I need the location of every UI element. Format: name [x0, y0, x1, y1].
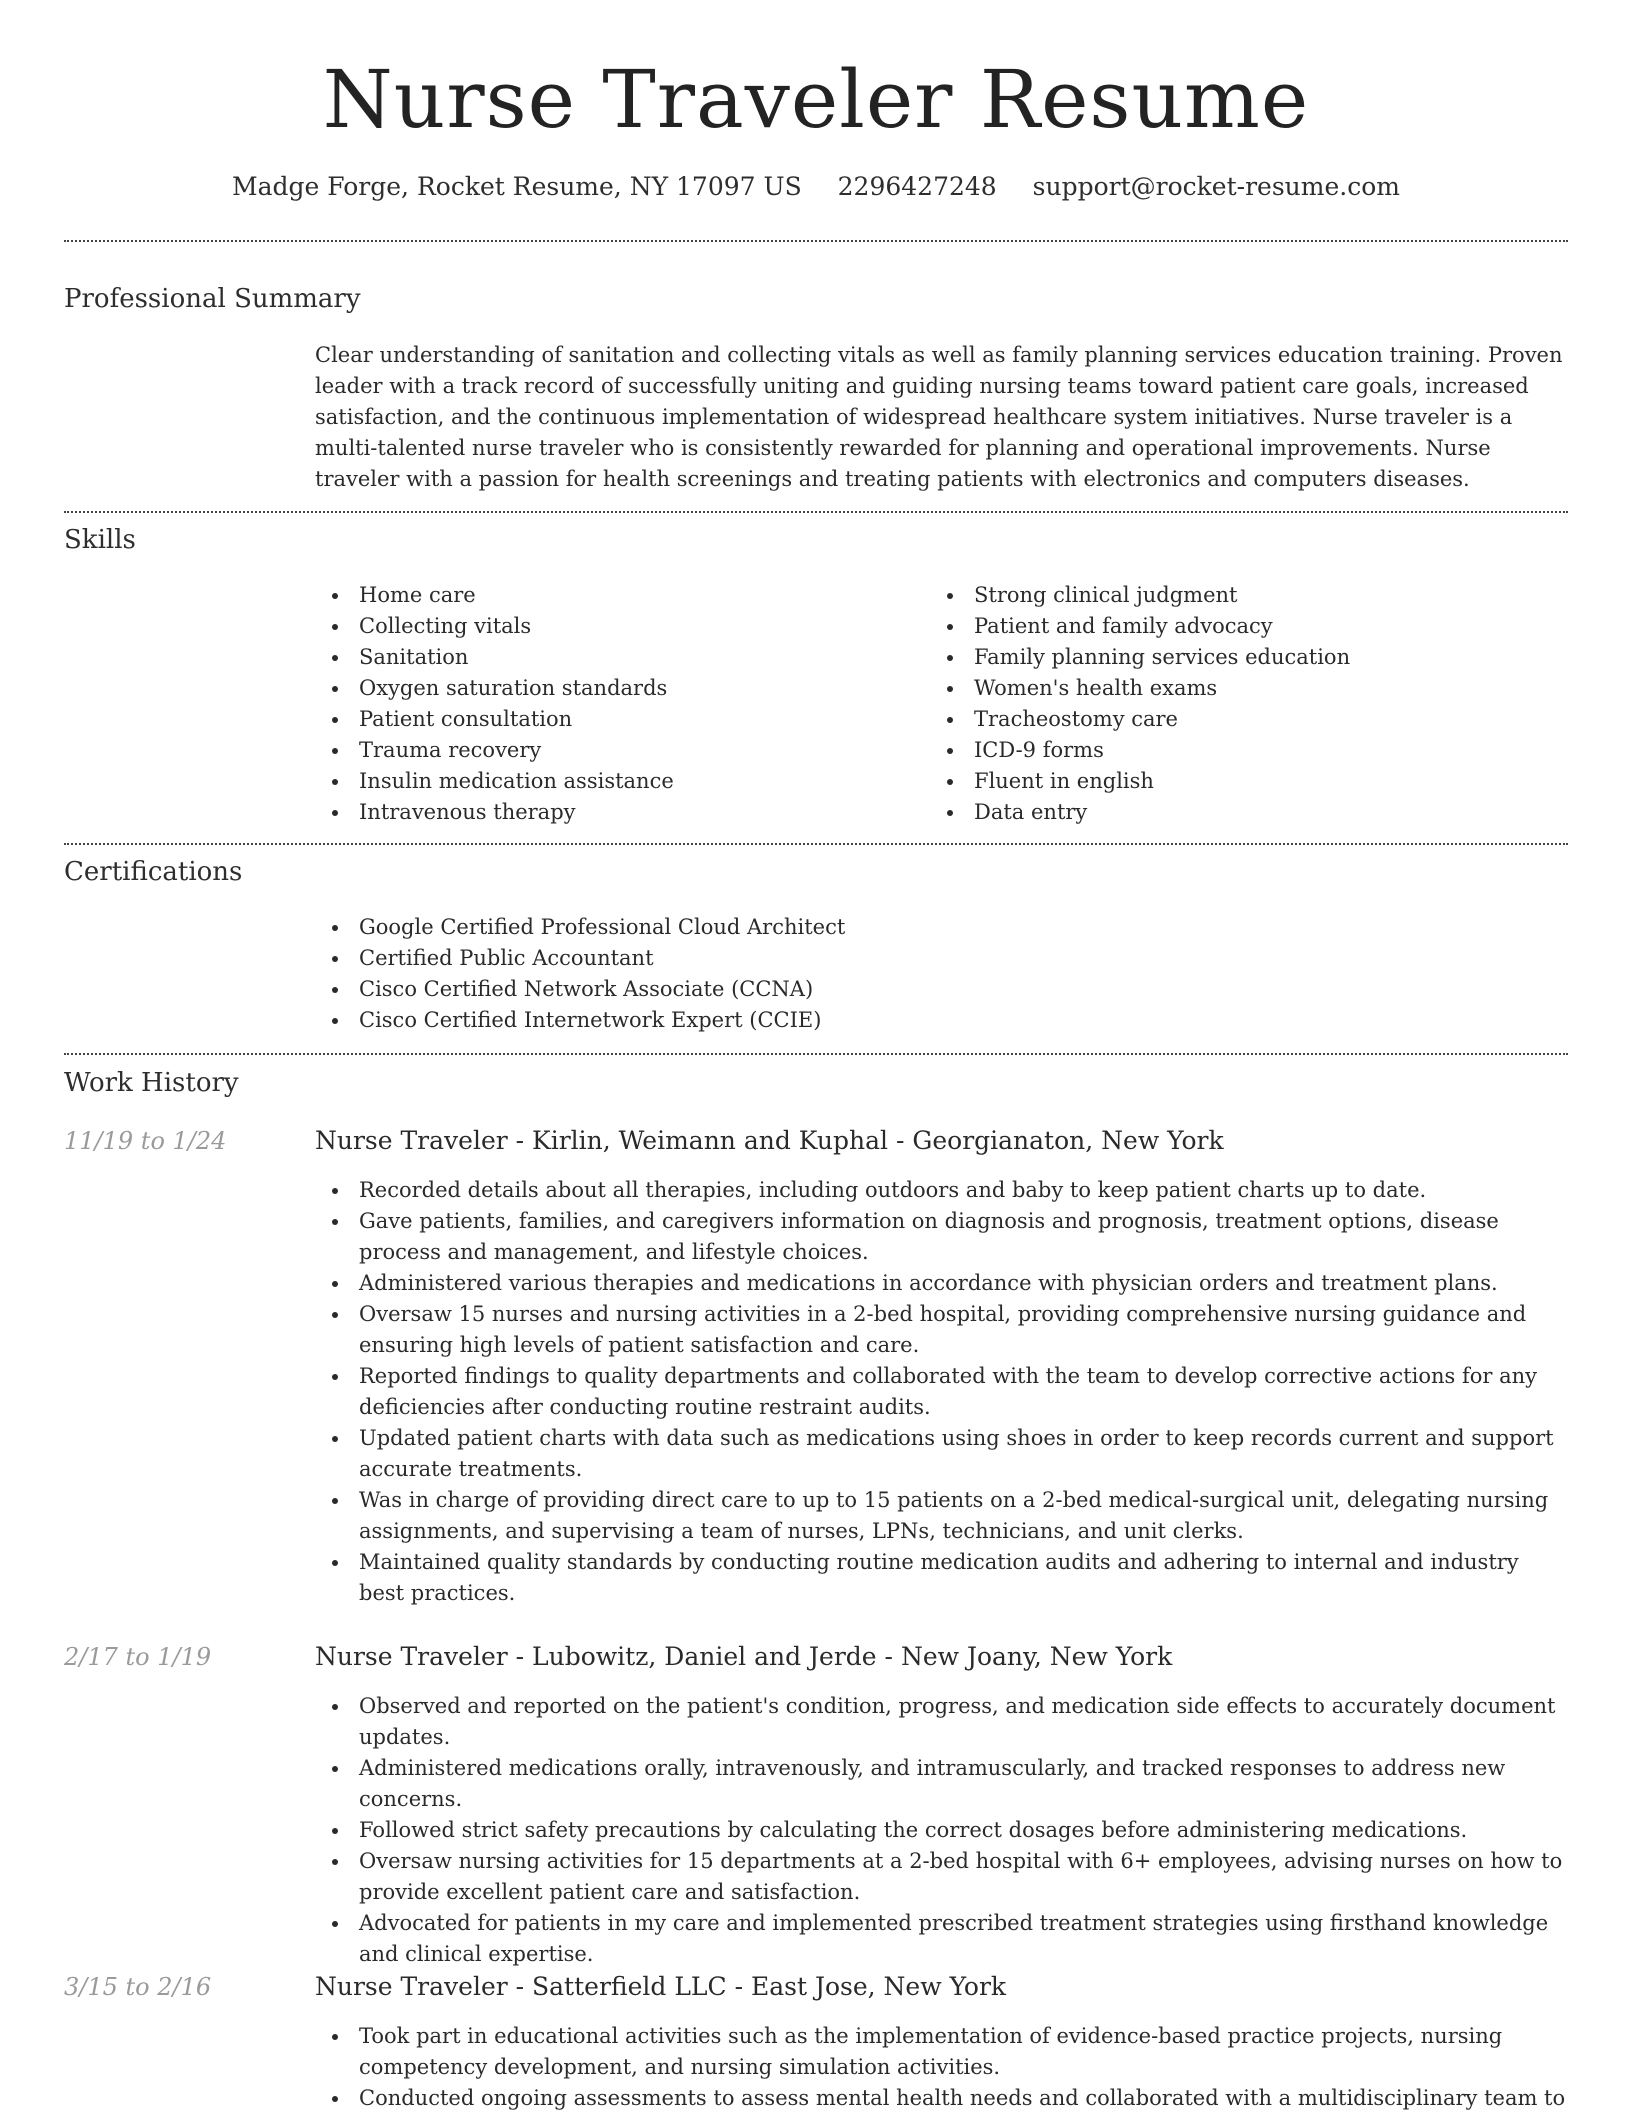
skills-list-right [930, 580, 1568, 828]
job-title: Nurse Traveler - Kirlin, Weimann and Kuphal - Georgianaton, New York [315, 1126, 1224, 1155]
list-item: Patient consultation [315, 704, 930, 735]
list-item: Data entry [930, 797, 1568, 828]
list-item: Intravenous therapy [315, 797, 930, 828]
resume-title: Nurse Traveler Resume [322, 53, 1310, 146]
work-history-heading: Work History [64, 1068, 239, 1098]
list-item: Cisco Certified Network Associate (CCNA) [315, 974, 1568, 1005]
list-item: Followed strict safety precautions by calculating the correct dosages before administering medications. [315, 1815, 1568, 1846]
certifications-heading: Certifications [64, 857, 243, 887]
list-item: Conducted ongoing assessments to assess mental health needs and collaborated with a multidisciplinary team to [315, 2083, 1568, 2112]
contact-email[interactable]: support@rocket-resume.com [1032, 172, 1400, 201]
list-item: Maintained quality standards by conducting routine medication audits and adhering to internal and industry best practices. [315, 1547, 1568, 1609]
contact-phone: 2296427248 [837, 172, 997, 201]
list-item: Gave patients, families, and caregivers information on diagnosis and prognosis, treatment options, disease process and management, and lifestyle choices. [315, 1206, 1568, 1268]
list-item: Patient and family advocacy [930, 611, 1568, 642]
skills-heading: Skills [64, 525, 136, 555]
list-item: ICD-9 forms [930, 735, 1568, 766]
divider [64, 843, 1568, 845]
list-item: Administered various therapies and medications in accordance with physician orders and treatment plans. [315, 1268, 1568, 1299]
list-item: Observed and reported on the patient's condition, progress, and medication side effects to accurately document updates. [315, 1691, 1568, 1753]
job-title: Nurse Traveler - Lubowitz, Daniel and Jerde - New Joany, New York [315, 1642, 1173, 1671]
list-item: Trauma recovery [315, 735, 930, 766]
contact-line [64, 170, 1568, 204]
list-item: Insulin medication assistance [315, 766, 930, 797]
list-item: Certified Public Accountant [315, 943, 1568, 974]
list-item: Family planning services education [930, 642, 1568, 673]
list-item: Sanitation [315, 642, 930, 673]
list-item: Strong clinical judgment [930, 580, 1568, 611]
list-item: Was in charge of providing direct care to up to 15 patients on a 2-bed medical-surgical unit, delegating nursing assignments, and supervising a team of nurses, LPNs, technicians, and unit clerks. [315, 1485, 1568, 1547]
list-item: Updated patient charts with data such as medications using shoes in order to keep records current and support accurate treatments. [315, 1423, 1568, 1485]
job-dates: 2/17 to 1/19 [64, 1643, 212, 1671]
list-item: Took part in educational activities such as the implementation of evidence-based practice projects, nursing competency development, and nursing simulation activities. [315, 2021, 1568, 2083]
divider [64, 1053, 1568, 1055]
list-item: Women's health exams [930, 673, 1568, 704]
summary-text: Clear understanding of sanitation and collecting vitals as well as family planning services education training. Proven leader with a track record of successfully uniting and guiding nursing teams toward patient care goals, increased satisfaction, and the continuous implementation of widespread healthcare system initiatives. Nurse traveler is a multi-talented nurse traveler who is consistently rewarded for planning and operational improvements. Nurse traveler with a passion for health screenings and treating patients with electronics and computers diseases. [315, 343, 1563, 491]
summary-heading: Professional Summary [64, 284, 361, 314]
list-item: Google Certified Professional Cloud Architect [315, 912, 1568, 943]
list-item: Reported findings to quality departments and collaborated with the team to develop corrective actions for any deficiencies after conducting routine restraint audits. [315, 1361, 1568, 1423]
list-item: Home care [315, 580, 930, 611]
list-item: Administered medications orally, intravenously, and intramuscularly, and tracked responses to address new concerns. [315, 1753, 1568, 1815]
job-dates: 3/15 to 2/16 [64, 1973, 212, 2001]
job-dates: 11/19 to 1/24 [64, 1127, 227, 1155]
list-item: Fluent in english [930, 766, 1568, 797]
certifications-list [315, 912, 1568, 1036]
list-item: Oversaw 15 nurses and nursing activities in a 2-bed hospital, providing comprehensive nursing guidance and ensuring high levels of patient satisfaction and care. [315, 1299, 1568, 1361]
contact-address: Madge Forge, Rocket Resume, NY 17097 US [232, 172, 802, 201]
list-item: Oversaw nursing activities for 15 departments at a 2-bed hospital with 6+ employees, advising nurses on how to provide excellent patient care and satisfaction. [315, 1846, 1568, 1908]
list-item: Oxygen saturation standards [315, 673, 930, 704]
list-item: Advocated for patients in my care and implemented prescribed treatment strategies using firsthand knowledge and clinical expertise. [315, 1908, 1568, 1970]
job-title: Nurse Traveler - Satterfield LLC - East Jose, New York [315, 1972, 1007, 2001]
job-bullets [315, 1175, 1568, 1609]
list-item: Cisco Certified Internetwork Expert (CCIE) [315, 1005, 1568, 1036]
job-bullets [315, 1691, 1568, 1970]
job-bullets [315, 2021, 1568, 2112]
skills-list-left [315, 580, 930, 828]
list-item: Collecting vitals [315, 611, 930, 642]
list-item: Recorded details about all therapies, including outdoors and baby to keep patient charts up to date. [315, 1175, 1568, 1206]
divider [64, 511, 1568, 513]
divider [64, 240, 1568, 242]
list-item: Tracheostomy care [930, 704, 1568, 735]
